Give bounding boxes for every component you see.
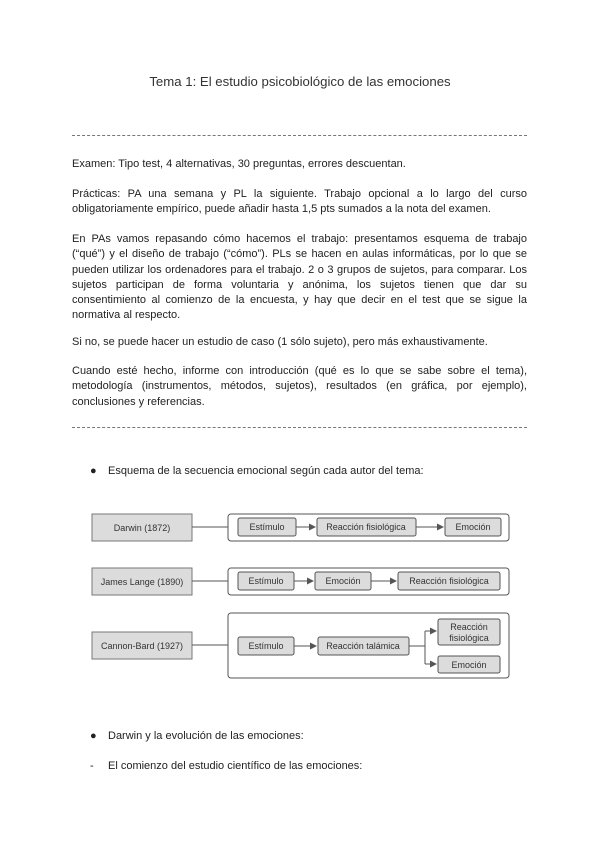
author-cannon: Cannon-Bard (1927) [100,641,184,651]
bullet-dot-icon: ● [90,465,97,477]
step-label: Emoción [451,660,487,670]
dash-icon: - [90,760,94,772]
bullet-text: El comienzo del estudio científico de las emociones: [108,760,363,772]
step-label: Emoción [455,522,491,532]
practicas-paragraph: Prácticas: PA una semana y PL la siguiente. Trabajo opcional a lo largo del curso obligatoriamente empírico, puede añadir hasta 1,5 pts sumados a la nota del examen. [72,188,527,216]
step-label: Reacción fisiológica [409,576,489,586]
bullet-darwin [90,730,304,742]
step-label: Estímulo [249,522,285,532]
step-label: Reacción talámica [326,641,400,651]
bullet-text: Esquema de la secuencia emocional según cada autor del tema: [108,465,424,477]
report-paragraph: Cuando esté hecho, informe con introducción (qué es lo que se sabe sobre el tema), metodología (instrumentos, métodos, sujetos), resultados (en gráfica, por ejemplo), conclusiones y referencias. [72,365,527,408]
case-study-paragraph: Si no, se puede hacer un estudio de caso (1 sólo sujeto), pero más exhaustivamente. [72,336,488,348]
james-lange-row [92,568,509,595]
cannon-bard-row [92,613,509,678]
step-label: Estímulo [248,576,284,586]
author-darwin: Darwin (1872) [113,523,171,533]
pas-paragraph: En PAs vamos repasando cómo hacemos el trabajo: presentamos esquema de trabajo (“qué”) y el diseño de trabajo (“cómo”). PLs se hacen en aulas informáticas, por lo que se pueden utilizar los ordenadores para el trabajo. 2 o 3 grupos de sujetos, para comparar. Los sujetos participan de forma voluntaria y anónima, los sujetos tienen que dar su consentimiento al comienzo de la encuesta, y hay que decir en el test que se sigue la normativa al respecto. [72,233,527,322]
step-label: fisiológica [449,633,489,643]
step-label: Reacción [450,622,488,632]
bullet-dot-icon: ● [90,730,97,742]
step-label: Estímulo [248,641,284,651]
author-james: James Lange (1890) [100,577,184,587]
page-title: Tema 1: El estudio psicobiológico de las emociones [149,74,451,89]
step-label: Emoción [325,576,361,586]
bullet-text: Darwin y la evolución de las emociones: [108,730,304,742]
exam-paragraph: Examen: Tipo test, 4 alternativas, 30 preguntas, errores descuentan. [72,158,406,170]
step-label: Reacción fisiológica [326,522,406,532]
bullet-start [90,760,362,772]
darwin-row [92,514,509,541]
